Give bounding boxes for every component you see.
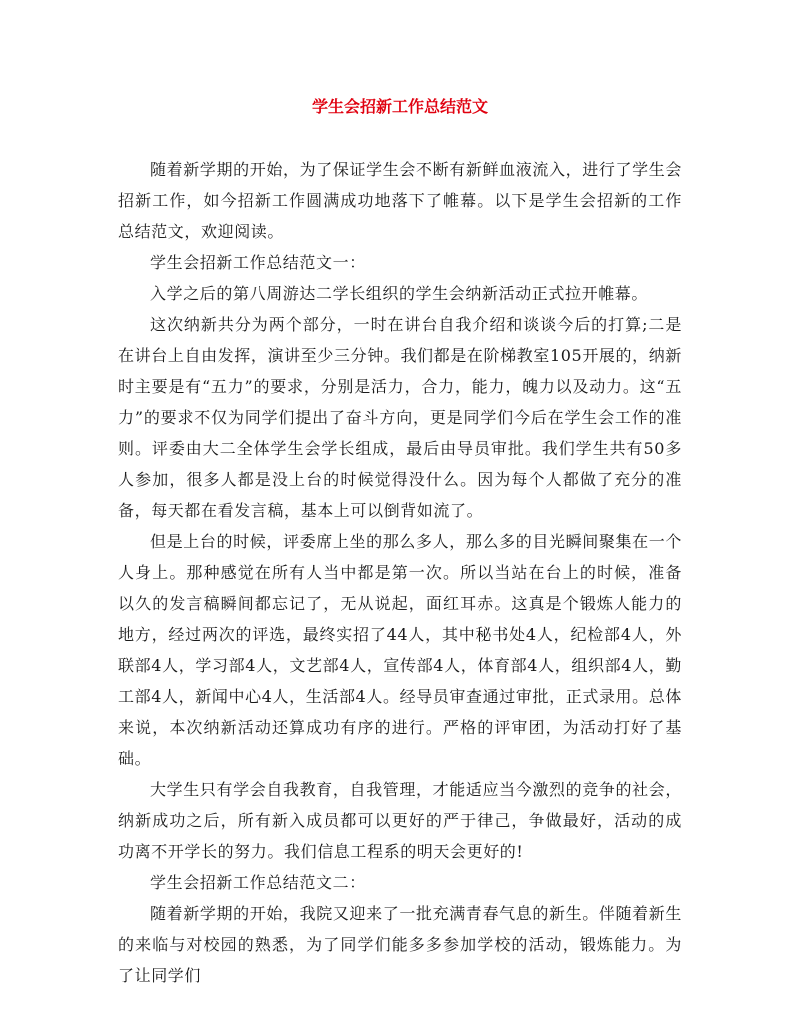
- paragraph-intro: 随着新学期的开始，为了保证学生会不断有新鲜血液流入，进行了学生会招新工作，如今招新工作圆满成功地落下了帷幕。以下是学生会招新的工作总结范文，欢迎阅读。: [118, 160, 682, 241]
- paragraph: 但是上台的时候，评委席上坐的那么多人，那么多的目光瞬间聚集在一个人身上。那种感觉在所有人当中都是第一次。所以当站在台上的时候，准备以久的发言稿瞬间都忘记了，无从说起，面红耳赤。这真是个锻炼人能力的地方，经过两次的评选，最终实招了44人，其中秘书处4人，纪检部4人，外联部4人，学习部4人，文艺部4人，宣传部4人，体育部4人，组织部4人，勤工部4人，新闻中心4人，生活部4人。经导员审查通过审批，正式录用。总体来说，本次纳新活动还算成功有序的进行。严格的评审团，为活动打好了基础。: [118, 532, 682, 768]
- paragraph: 随着新学期的开始，我院又迎来了一批充满青春气息的新生。伴随着新生的来临与对校园的熟悉，为了同学们能多多参加学校的活动，锻炼能力。为了让同学们: [118, 904, 682, 985]
- paragraph: 入学之后的第八周游达二学长组织的学生会纳新活动正式拉开帷幕。: [150, 284, 649, 303]
- paragraph: 这次纳新共分为两个部分，一时在讲台自我介绍和谈谈今后的打算;二是在讲台上自由发挥，演讲至少三分钟。我们都是在阶梯教室105开展的，纳新时主要是有“五力”的要求，分别是活力，合力，能力，魄力以及动力。这“五力”的要求不仅为同学们提出了奋斗方向，更是同学们今后在学生会工作的准则。评委由大二全体学生会学长组成，最后由导员审批。我们学生共有50多人参加，很多人都是没上台的时候觉得没什么。因为每个人都做了充分的准备，每天都在看发言稿，基本上可以倒背如流了。: [118, 315, 682, 520]
- paragraph: 大学生只有学会自我教育，自我管理，才能适应当今激烈的竞争的社会，纳新成功之后，所有新入成员都可以更好的严于律己，争做最好，活动的成功离不开学长的努力。我们信息工程系的明天会更好的!: [118, 780, 682, 861]
- document-title: 学生会招新工作总结范文: [311, 97, 488, 116]
- section-heading-2: 学生会招新工作总结范文二：: [150, 873, 366, 892]
- section-heading-1: 学生会招新工作总结范文一：: [150, 253, 366, 272]
